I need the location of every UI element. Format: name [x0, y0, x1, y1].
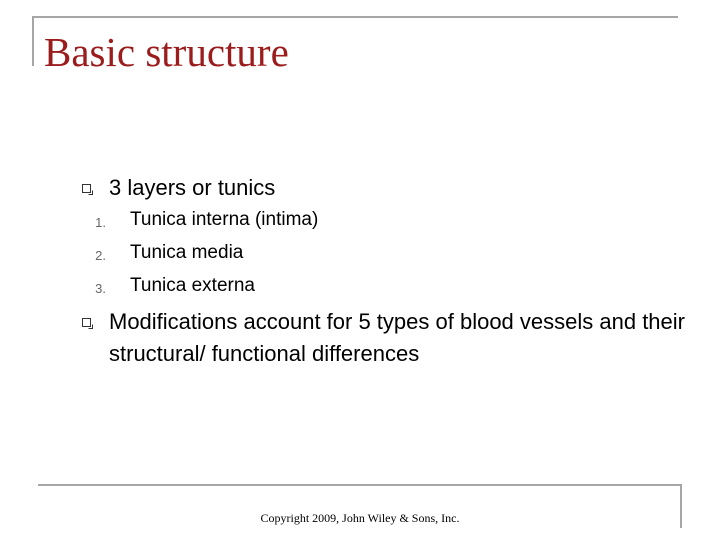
- copyright-notice: Copyright 2009, John Wiley & Sons, Inc.: [260, 511, 460, 525]
- bullet-text-layers: 3 layers or tunics: [109, 175, 276, 200]
- slide-title: Basic structure: [44, 29, 289, 75]
- list-item-tunica-externa: Tunica externa: [130, 275, 255, 296]
- square-bullet-icon: [82, 184, 91, 193]
- list-number: 1.: [95, 215, 106, 230]
- list-number: 3.: [95, 281, 106, 296]
- left-frame-line: [32, 16, 34, 66]
- bullet-text-modifications: Modifications account for 5 types of blood vessels and their structural/ functional differences: [109, 309, 685, 366]
- footer-divider: [38, 484, 682, 486]
- top-frame-line: [32, 16, 678, 18]
- list-number: 2.: [95, 248, 106, 263]
- list-item-tunica-media: Tunica media: [130, 242, 244, 263]
- list-item-tunica-interna: Tunica interna (intima): [130, 209, 319, 230]
- square-bullet-icon: [82, 318, 91, 327]
